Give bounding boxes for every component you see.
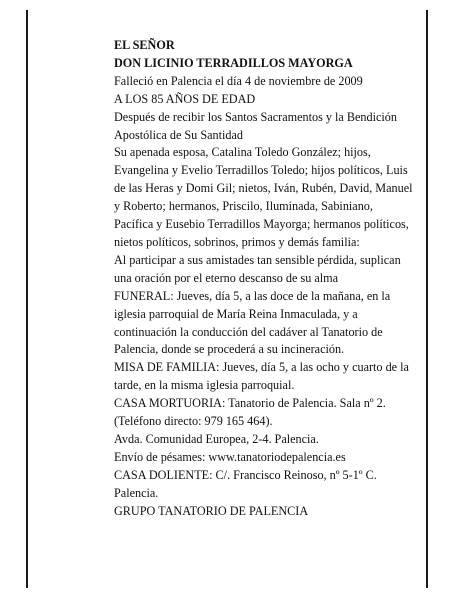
mortuary-details: CASA MORTUORIA: Tanatorio de Palencia. Sala nº 2. (Teléfono directo: 979 165 464). [114,396,386,429]
left-border-line [26,10,28,588]
funeral-home-name: GRUPO TANATORIO DE PALENCIA [114,503,309,518]
mourning-house-details: CASA DOLIENTE: C/. Francisco Reinoso, nº 5-1º C. Palencia. [114,467,377,500]
obituary-notice [114,37,414,520]
right-border-line [426,10,428,588]
mortuary-address: Avda. Comunidad Europea, 2-4. Palencia. [114,431,319,446]
sacraments-statement: Después de recibir los Santos Sacramentos y la Bendición Apostólica de Su Santidad [114,109,397,142]
age-statement: A LOS 85 AÑOS DE EDAD [114,91,256,106]
funeral-details: FUNERAL: Jueves, día 5, a las doce de la mañana, en la iglesia parroquial de María Reina Inmaculada, y a continuación la conducción del cadáver al Tanatorio de Palencia, donde se procederá a su incineración. [114,288,391,357]
family-mass-details: MISA DE FAMILIA: Jueves, día 5, a las ocho y cuarto de la tarde, en la misma iglesia parroquial. [114,360,409,393]
deceased-name: DON LICINIO TERRADILLOS MAYORGA [114,55,353,70]
prayer-request: Al participar a sus amistades tan sensible pérdida, suplican una oración por el eterno descanso de su alma [114,252,401,285]
family-list: Su apenada esposa, Catalina Toledo González; hijos, Evangelina y Evelio Terradillos Toledo; hijos políticos, Luis de las Heras y Domi Gil; nietos, Iván, Rubén, David, Manuel y Roberto; hermanos, Priscilo, Iluminada, Sabiniano, Pacífica y Eusebio Terradillos Mayorga; hermanos políticos, nietos políticos, sobrinos, primos y demás familia: [114,145,413,249]
condolences-website: Envío de pésames: www.tanatoriodepalencia.es [114,449,346,464]
title-line-1: EL SEÑOR [114,38,175,52]
death-statement: Falleció en Palencia el día 4 de noviembre de 2009 [114,73,363,88]
